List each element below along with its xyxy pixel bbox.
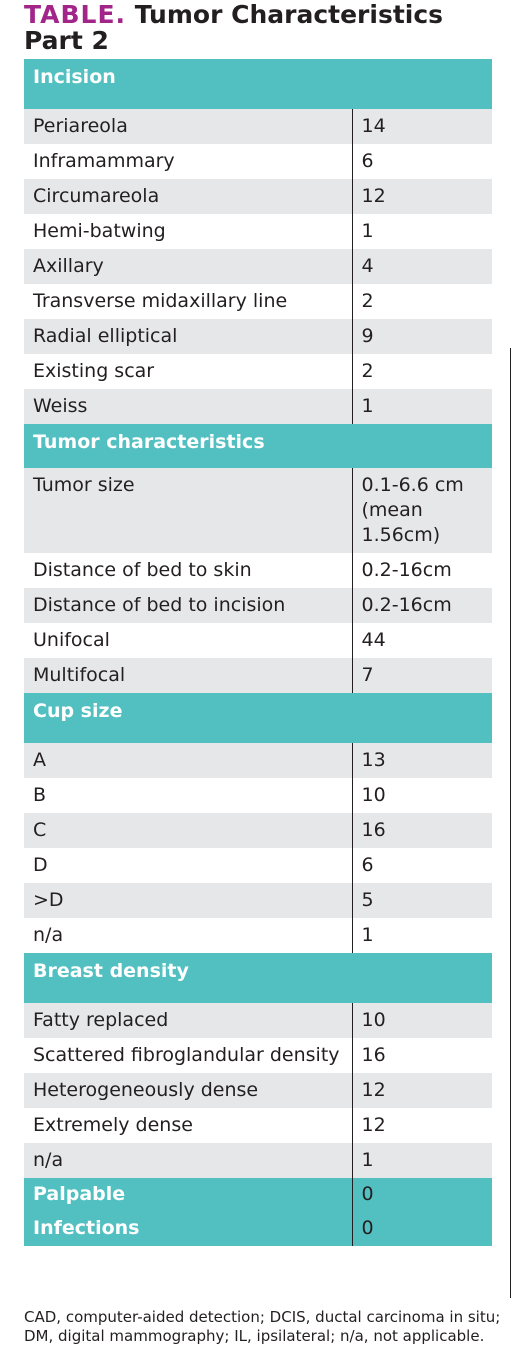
- row-label: Extremely dense: [24, 1108, 352, 1143]
- section-header-row: [24, 693, 492, 743]
- flag-value: 0: [352, 1178, 492, 1212]
- section-header: Tumor characteristics: [24, 424, 492, 468]
- row-label: Weiss: [24, 389, 352, 424]
- row-label: Heterogeneously dense: [24, 1073, 352, 1108]
- row-label: Hemi-batwing: [24, 214, 352, 249]
- table-row: [24, 1108, 492, 1143]
- row-label: Fatty replaced: [24, 1003, 352, 1038]
- row-value: 16: [352, 1038, 492, 1073]
- flag-row: [24, 1212, 492, 1246]
- row-value: 6: [352, 144, 492, 179]
- row-value: 13: [352, 743, 492, 778]
- table-row: [24, 743, 492, 778]
- row-value: 6: [352, 848, 492, 883]
- flag-value: 0: [352, 1212, 492, 1246]
- section-header: Incision: [24, 59, 492, 109]
- table-row: [24, 813, 492, 848]
- characteristics-table: [24, 59, 492, 1246]
- row-value: 0.1-6.6 cm (mean 1.56cm): [352, 468, 492, 553]
- row-value: 9: [352, 319, 492, 354]
- row-label: >D: [24, 883, 352, 918]
- row-label: D: [24, 848, 352, 883]
- row-value: 16: [352, 813, 492, 848]
- row-value: 4: [352, 249, 492, 284]
- table-row: [24, 284, 492, 319]
- flag-row: [24, 1178, 492, 1212]
- table-row: [24, 249, 492, 284]
- table-row: [24, 1003, 492, 1038]
- table-title-text: Tumor Characteristics Part 2: [24, 0, 444, 55]
- row-value: 12: [352, 1073, 492, 1108]
- flag-label: Palpable: [24, 1178, 352, 1212]
- table-row: [24, 144, 492, 179]
- table-row: [24, 214, 492, 249]
- section-header: Breast density: [24, 953, 492, 1003]
- table-row: [24, 588, 492, 623]
- section-header-row: [24, 953, 492, 1003]
- page-divider: [510, 348, 511, 1298]
- section-header-row: [24, 59, 492, 109]
- row-label: Tumor size: [24, 468, 352, 553]
- row-label: Radial elliptical: [24, 319, 352, 354]
- table-row: [24, 658, 492, 693]
- table-row: [24, 354, 492, 389]
- table-row: [24, 319, 492, 354]
- row-value: 1: [352, 1143, 492, 1178]
- row-label: Axillary: [24, 249, 352, 284]
- row-label: Distance of bed to skin: [24, 553, 352, 588]
- row-label: B: [24, 778, 352, 813]
- row-label: Existing scar: [24, 354, 352, 389]
- row-label: Scattered fibroglandular density: [24, 1038, 352, 1073]
- row-value: 14: [352, 109, 492, 144]
- row-label: C: [24, 813, 352, 848]
- row-label: Circumareola: [24, 179, 352, 214]
- table-row: [24, 883, 492, 918]
- footnote: CAD, computer-aided detection; DCIS, ductal carcinoma in situ; DM, digital mammography; IL, ipsilateral; n/a, not applicable.: [24, 1308, 501, 1345]
- table-title: [24, 2, 504, 54]
- table-row: [24, 109, 492, 144]
- table-row: [24, 1038, 492, 1073]
- row-value: 10: [352, 1003, 492, 1038]
- table-row: [24, 389, 492, 424]
- section-header-row: [24, 424, 492, 468]
- row-value: 1: [352, 214, 492, 249]
- table-row: [24, 1073, 492, 1108]
- row-label: n/a: [24, 918, 352, 953]
- row-value: 0.2-16cm: [352, 588, 492, 623]
- table-row: [24, 778, 492, 813]
- row-label: A: [24, 743, 352, 778]
- row-value: 12: [352, 1108, 492, 1143]
- table-label: TABLE.: [24, 0, 127, 29]
- table-row: [24, 468, 492, 553]
- row-label: Inframammary: [24, 144, 352, 179]
- row-label: Periareola: [24, 109, 352, 144]
- row-label: Multifocal: [24, 658, 352, 693]
- table-row: [24, 848, 492, 883]
- row-label: Distance of bed to incision: [24, 588, 352, 623]
- row-value: 2: [352, 284, 492, 319]
- row-value: 7: [352, 658, 492, 693]
- row-value: 1: [352, 389, 492, 424]
- row-label: Transverse midaxillary line: [24, 284, 352, 319]
- row-value: 1: [352, 918, 492, 953]
- table-row: [24, 553, 492, 588]
- row-value: 10: [352, 778, 492, 813]
- table-row: [24, 918, 492, 953]
- table-row: [24, 179, 492, 214]
- table-row: [24, 623, 492, 658]
- row-label: n/a: [24, 1143, 352, 1178]
- flag-label: Infections: [24, 1212, 352, 1246]
- row-value: 2: [352, 354, 492, 389]
- row-value: 0.2-16cm: [352, 553, 492, 588]
- table-row: [24, 1143, 492, 1178]
- row-value: 5: [352, 883, 492, 918]
- row-value: 12: [352, 179, 492, 214]
- row-label: Unifocal: [24, 623, 352, 658]
- row-value: 44: [352, 623, 492, 658]
- section-header: Cup size: [24, 693, 492, 743]
